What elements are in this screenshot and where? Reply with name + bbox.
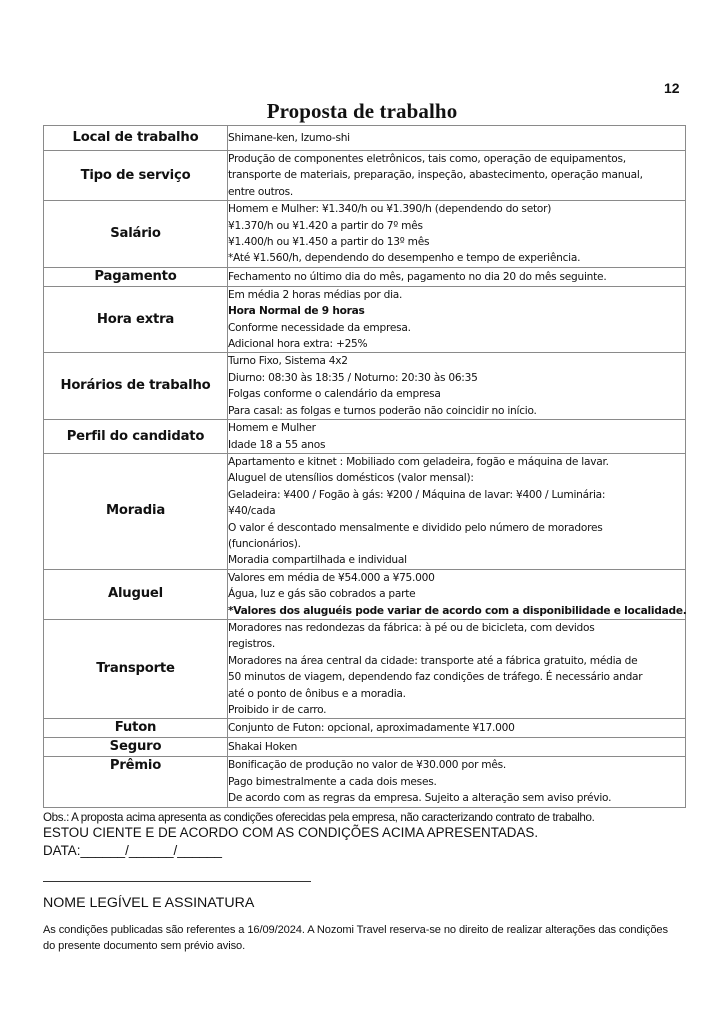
table-row-futon [44, 719, 686, 738]
content-line: (funcionários). [228, 537, 301, 550]
content-line: De acordo com as regras da empresa. Sujeito a alteração sem aviso prévio. [228, 792, 612, 805]
content-line: ¥40/cada [228, 505, 276, 518]
content-line: Conforme necessidade da empresa. [228, 321, 411, 334]
content-line: 50 minutos de viagem, dependendo faz condições de tráfego. É necessário andar [228, 671, 643, 684]
signature-line[interactable] [43, 881, 311, 882]
row-content [228, 353, 686, 420]
row-content [228, 738, 686, 757]
content-line: Apartamento e kitnet : Mobiliado com geladeira, fogão e máquina de lavar. [228, 455, 609, 468]
content-line: até o ponto de ônibus e a moradia. [228, 687, 406, 700]
row-content [228, 286, 686, 353]
content-line: Homem e Mulher: ¥1.340/h ou ¥1.390/h (dependendo do setor) [228, 203, 552, 216]
content-line: Em média 2 horas médias por dia. [228, 288, 403, 301]
row-content [228, 420, 686, 454]
content-line: Folgas conforme o calendário da empresa [228, 388, 441, 401]
row-label: Moradia [44, 453, 228, 569]
content-line: entre outros. [228, 185, 293, 198]
row-label: Perfil do candidato [44, 420, 228, 454]
row-label: Pagamento [44, 267, 228, 286]
content-line: registros. [228, 638, 275, 651]
row-label: Prêmio [44, 757, 228, 807]
table-row-salario [44, 201, 686, 268]
table-row-hora-extra [44, 286, 686, 353]
row-content [228, 201, 686, 268]
row-label: Aluguel [44, 569, 228, 619]
row-content [228, 126, 686, 151]
row-label: Transporte [44, 619, 228, 718]
signature-label: NOME LEGÍVEL E ASSINATURA [43, 895, 255, 911]
content-line: Produção de componentes eletrônicos, tais como, operação de equipamentos, [228, 153, 626, 165]
row-content [228, 719, 686, 738]
row-label: Seguro [44, 738, 228, 757]
content-line: Valores em média de ¥54.000 a ¥75.000 [228, 571, 435, 584]
row-label: Salário [44, 201, 228, 268]
content-line: Água, luz e gás são cobrados a parte [228, 588, 416, 601]
content-line: O valor é descontado mensalmente e dividido pelo número de moradores [228, 521, 603, 534]
row-content [228, 453, 686, 569]
content-line: Para casal: as folgas e turnos poderão não coincidir no início. [228, 404, 537, 417]
document-title: Proposta de trabalho [266, 99, 458, 123]
content-line: Idade 18 a 55 anos [228, 438, 326, 451]
page-number: 12 [664, 80, 680, 96]
disclaimer-note: As condições publicadas são referentes a 16/09/2024. A Nozomi Travel reserva-se no direito de realizar alterações das condições do presente documento sem prévio aviso. [43, 924, 668, 952]
content-line: Homem e Mulher [228, 422, 316, 435]
content-line: Adicional hora extra: +25% [228, 338, 368, 351]
content-line: *Até ¥1.560/h, dependendo do desempenho e tempo de experiência. [228, 252, 581, 265]
row-content [228, 569, 686, 619]
content-line: Pago bimestralmente a cada dois meses. [228, 775, 437, 788]
content-line: Diurno: 08:30 às 18:35 / Noturno: 20:30 às 06:35 [228, 371, 478, 384]
row-content [228, 619, 686, 718]
content-line: Geladeira: ¥400 / Fogão à gás: ¥200 / Máquina de lavar: ¥400 / Luminária: [228, 488, 606, 501]
agreement-statement: ESTOU CIENTE E DE ACORDO COM AS CONDIÇÕES ACIMA APRESENTADAS. [43, 825, 539, 840]
table-row-moradia [44, 453, 686, 569]
table-row-horarios-de-trabalho [44, 353, 686, 420]
row-label: Local de trabalho [44, 126, 228, 151]
content-line: Hora Normal de 9 horas [228, 305, 365, 318]
content-line: ¥1.400/h ou ¥1.450 a partir do 13º mês [228, 236, 430, 249]
content-line: Moradia compartilhada e individual [228, 554, 407, 567]
table-row-perfil-do-candidato [44, 420, 686, 454]
content-line: Fechamento no último dia do mês, pagamento no dia 20 do mês seguinte. [228, 270, 607, 283]
proposal-table-body [44, 126, 686, 808]
content-line: Shimane-ken, Izumo-shi [228, 131, 350, 144]
table-row-local-de-trabalho [44, 126, 686, 151]
proposal-table [43, 125, 686, 808]
table-row-pagamento [44, 267, 686, 286]
content-line: *Valores dos aluguéis pode variar de acordo com a disponibilidade e localidade. [228, 604, 687, 617]
content-line: Proibido ir de carro. [228, 704, 327, 716]
row-label: Horários de trabalho [44, 353, 228, 420]
date-field[interactable]: DATA:______/______/______ [43, 843, 222, 858]
row-label: Tipo de serviço [44, 151, 228, 201]
table-row-transporte [44, 619, 686, 718]
table-row-tipo-de-servico [44, 151, 686, 201]
row-content [228, 151, 686, 201]
content-line: Aluguel de utensílios domésticos (valor mensal): [228, 472, 474, 485]
table-row-aluguel [44, 569, 686, 619]
content-line: Moradores na área central da cidade: transporte até a fábrica gratuito, média de [228, 654, 638, 667]
content-line: Bonificação de produção no valor de ¥30.000 por mês. [228, 759, 507, 772]
content-line: Shakai Hoken [228, 741, 298, 754]
row-label: Hora extra [44, 286, 228, 353]
content-line: ¥1.370/h ou ¥1.420 a partir do 7º mês [228, 219, 423, 232]
content-line: Turno Fixo, Sistema 4x2 [228, 355, 348, 368]
content-line: Moradores nas redondezas da fábrica: à pé ou de bicicleta, com devidos [228, 621, 595, 634]
table-row-seguro [44, 738, 686, 757]
content-line: transporte de materiais, preparação, inspeção, abastecimento, operação manual, [228, 169, 643, 182]
table-row-premio [44, 757, 686, 807]
observation-note: Obs.: A proposta acima apresenta as condições oferecidas pela empresa, não caracterizando contrato de trabalho. [43, 811, 595, 824]
content-line: Conjunto de Futon: opcional, aproximadamente ¥17.000 [228, 722, 515, 735]
row-label: Futon [44, 719, 228, 738]
row-content [228, 757, 686, 807]
row-content [228, 267, 686, 286]
